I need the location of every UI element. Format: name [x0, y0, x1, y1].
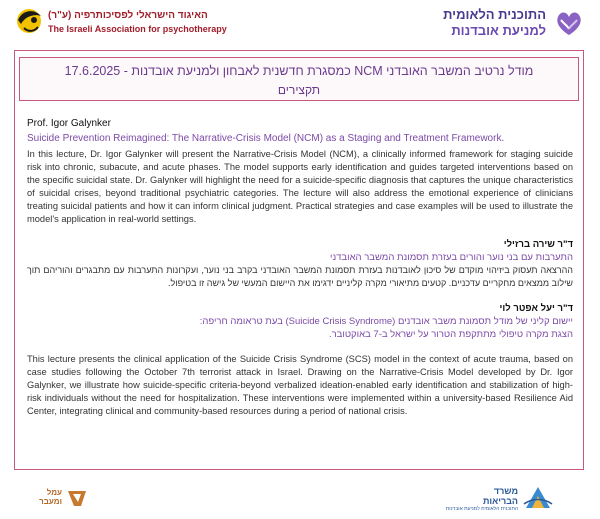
speaker-3-lecture-title-line2: הצגת מקרה טיפולי מתתקפת הטרור על ישראל ב-7 באוקטובר. — [328, 329, 573, 340]
ministry-of-health-logo — [445, 484, 554, 512]
right-logo-line1: התוכנית הלאומית — [443, 7, 546, 22]
right-logo-line2: למניעת אובדנות — [451, 23, 546, 38]
amal-logo-line1: עמל — [46, 488, 62, 497]
association-emblem-icon — [12, 6, 46, 36]
speaker-3-name: ד"ר יעל אפטר לוי — [499, 303, 573, 314]
speaker-2-name: ד"ר שירה ברזילי — [503, 239, 573, 250]
title-box — [19, 57, 579, 101]
ministry-logo-line2: הבריאות — [482, 496, 518, 506]
ministry-emblem-icon — [522, 484, 554, 512]
page-header — [0, 0, 600, 44]
speaker-2-abstract: ההרצאה תעסוק ביזיהוי מוקדם של סיכון לאובדנות בעזרת תסמונת המשבר האובדני בקרב בני נוער, ועקרונות התערבות עם מתבגרים והוריהם תוך שילוב ממצאים מחקריים עדכניים. קטעים מתיאורי מקרה קליניים ידגימו את היישום המעשי של גישה זו בטיפול. — [27, 265, 573, 288]
speaker-3-section — [27, 302, 573, 341]
speaker-3-lecture-title-line1: יישום קליני של מודל תסמונת משבר אובדנים (Suicide Crisis Syndrome) בעת טראומה חריפה: — [199, 316, 573, 327]
israeli-association-psychotherapy-logo — [12, 6, 227, 38]
ministry-logo-text — [483, 486, 518, 506]
abstracts-content — [27, 117, 573, 418]
amal-umaavar-logo — [28, 488, 98, 510]
speaker-2-lecture-title: התערבות עם בני נוער והורים בעזרת תסמונת המשבר האובדני — [329, 252, 573, 263]
left-logo-english: The Israeli Association for psychotherapy — [48, 24, 227, 34]
abstracts-frame — [14, 50, 584, 470]
speaker-1-abstract: In this lecture, Dr. Igor Galynker will present the Narrative-Crisis Model (NCM), a clinically informed framework for staging suicide risk into chronic, subacute, and acute phases. The model supports early identification and guides targeted interventions based on the specific suicidal state. Dr. Galynker will highlight the need for a suicide-specific diagnosis that captures the unique characteristics of suicidal crises, beyond traditional psychiatric categories. The lecture will also address the emotional experience of clinicians treating suicidal patients and how it can inform clinical judgment. Practical strategies and case examples will be used to illustrate the model's application in real-world settings. — [27, 149, 573, 224]
speaker-3-abstract: This lecture presents the clinical application of the Suicide Crisis Syndrome (SCS) model in the context of acute trauma, based on case studies following the October 7th terrorist attack in Israel. Drawing on the Narrative-Crisis Model developed by Dr. Igor Galynker, we illustrate how suicide-specific criteria-beyond verbalized ideation-enabled early identification and stabilization of high-risk individuals without the need for hospitalization. These interventions were implemented within a university-based Resilience Aid Center, integrating clinical and community-based resources during a period of national crisis. — [27, 354, 573, 416]
national-suicide-prevention-logo — [436, 6, 586, 40]
speaker-1-lecture-title: Suicide Prevention Reimagined: The Narrative-Crisis Model (NCM) as a Staging and Treatment Framework. — [27, 133, 505, 144]
amal-emblem-icon — [66, 488, 88, 508]
ministry-logo-small-text: התוכנית הלאומית למניעת אובדנות — [445, 506, 518, 512]
ministry-logo-line1: משרד — [493, 486, 518, 496]
left-logo-hebrew: האיגוד הישראלי לפסיכותרפיה (ע"ר) — [48, 10, 208, 21]
heart-hands-icon — [552, 8, 586, 38]
speaker-2-section — [27, 238, 573, 290]
abstracts-heading: תקצירים — [277, 83, 321, 97]
speaker-1-name: Prof. Igor Galynker — [27, 118, 111, 129]
amal-logo-text — [28, 488, 62, 506]
amal-logo-line2: ומעבר — [39, 497, 62, 506]
event-title: מודל נרטיב המשבר האובדני NCM כמסגרת חדשנית לאבחון ולמניעת אובדנות - 17.6.2025 — [64, 64, 534, 78]
